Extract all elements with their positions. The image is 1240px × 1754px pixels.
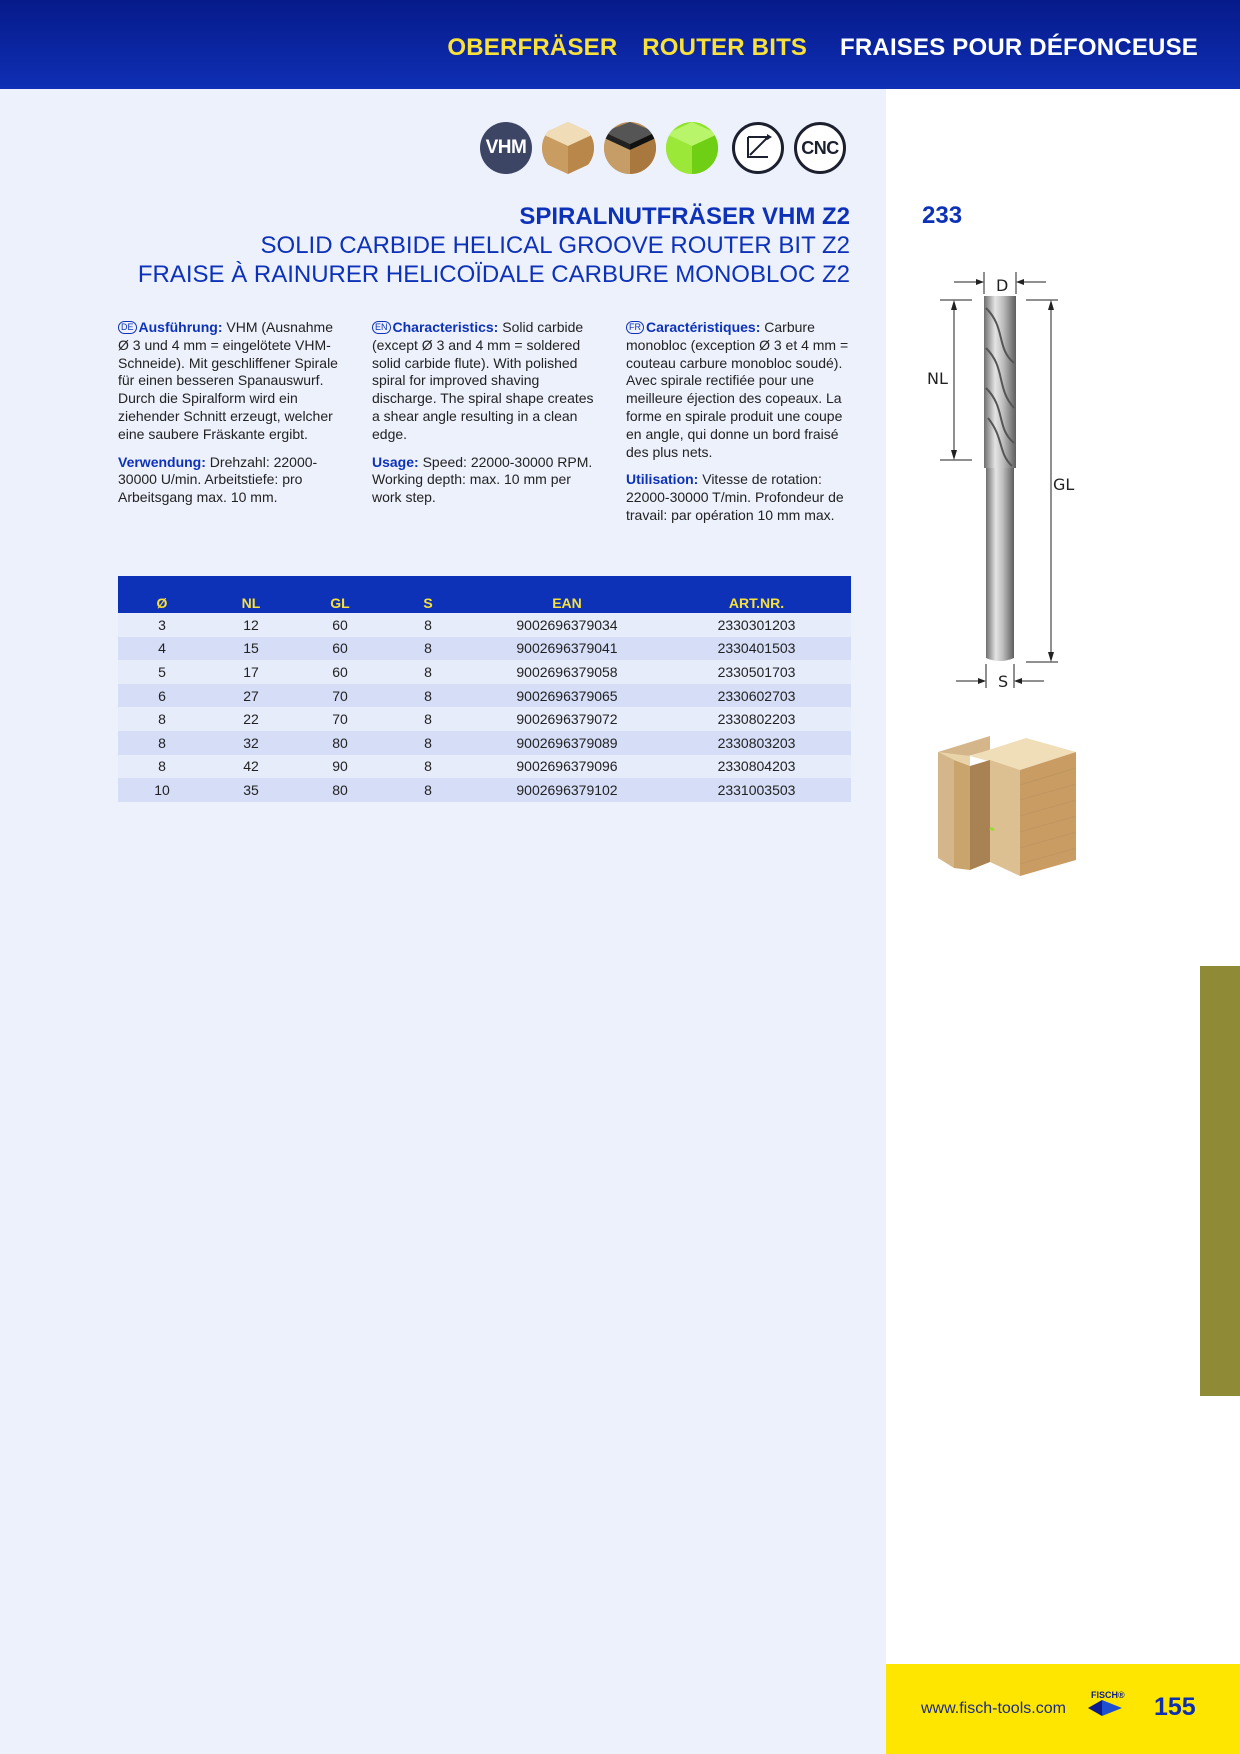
page-number: 155 xyxy=(1154,1693,1196,1721)
softwood-material-icon xyxy=(542,122,594,174)
characteristics-label-fr: Caractéristiques: xyxy=(646,319,761,335)
usage-label-fr: Utilisation: xyxy=(626,471,699,488)
cell-gl: 60 xyxy=(296,660,384,684)
cell-ean: 9002696379072 xyxy=(472,707,662,731)
cell-art-nr: 2330501703 xyxy=(662,660,851,684)
cell-nl: 27 xyxy=(206,684,296,708)
cell-nl: 15 xyxy=(206,637,296,661)
cell-ean: 9002696379034 xyxy=(472,613,662,637)
website-link[interactable]: www.fisch-tools.com xyxy=(921,1700,1066,1717)
usage-text-en: Speed: 22000-30000 RPM. Working depth: max. 10 mm per work step. xyxy=(372,453,593,506)
col-header-art-nr: ART.NR. xyxy=(662,576,851,613)
cell-diameter: 8 xyxy=(118,707,206,731)
cell-diameter: 10 xyxy=(118,778,206,802)
cell-art-nr: 2330301203 xyxy=(662,613,851,637)
characteristics-text-en: Solid carbide (except Ø 3 and 4 mm = soldered solid carbide flute). With polished spiral for improved shaving discharge. The spiral shape creates a shear angle resulting in a clean edge. xyxy=(372,319,594,442)
table-row xyxy=(118,613,851,637)
cell-gl: 70 xyxy=(296,707,384,731)
cell-nl: 12 xyxy=(206,613,296,637)
cell-s: 8 xyxy=(384,637,472,661)
cnc-badge-icon: CNC xyxy=(794,122,846,174)
cell-gl: 80 xyxy=(296,778,384,802)
table-row xyxy=(118,684,851,708)
dim-label-nl: NL xyxy=(927,369,948,388)
cell-diameter: 6 xyxy=(118,684,206,708)
cell-art-nr: 2330803203 xyxy=(662,731,851,755)
spec-table-header xyxy=(118,576,851,613)
cell-s: 8 xyxy=(384,613,472,637)
product-title-fr: FRAISE À RAINURER HELICOÏDALE CARBURE MONOBLOC Z2 xyxy=(137,261,850,288)
product-titles xyxy=(138,202,850,289)
section-tab xyxy=(1200,966,1240,1396)
description-en xyxy=(372,319,600,517)
page-header xyxy=(0,0,1240,89)
col-header-gl: GL xyxy=(296,576,384,613)
characteristics-label-en: Characteristics: xyxy=(392,319,499,335)
characteristics-text-de: VHM (Ausnahme Ø 3 und 4 mm = eingelötete VHM-Schneide). Mit geschliffener Spirale für einen besseren Spanauswurf. Durch die Spiralform wird ein ziehender Schnitt erzeugt, welcher eine saubere Fräskante ergibt. xyxy=(118,319,338,442)
cell-ean: 9002696379041 xyxy=(472,637,662,661)
cell-nl: 17 xyxy=(206,660,296,684)
col-header-ean: EAN xyxy=(472,576,662,613)
cell-art-nr: 2330602703 xyxy=(662,684,851,708)
cell-art-nr: 2330802203 xyxy=(662,707,851,731)
cell-art-nr: 2330401503 xyxy=(662,637,851,661)
table-row xyxy=(118,755,851,779)
spec-table xyxy=(118,576,851,802)
lang-badge-en: EN xyxy=(372,321,391,334)
col-header-diameter: Ø xyxy=(118,576,206,613)
cell-s: 8 xyxy=(384,755,472,779)
cell-ean: 9002696379096 xyxy=(472,755,662,779)
cell-s: 8 xyxy=(384,707,472,731)
cell-gl: 60 xyxy=(296,613,384,637)
dim-label-d: D xyxy=(996,276,1009,295)
header-title-en: ROUTER BITS xyxy=(642,34,808,61)
header-title-de: OBERFRÄSER xyxy=(447,34,618,61)
product-title-de: SPIRALNUTFRÄSER VHM Z2 xyxy=(519,203,850,230)
cell-nl: 22 xyxy=(206,707,296,731)
cell-nl: 35 xyxy=(206,778,296,802)
cell-s: 8 xyxy=(384,660,472,684)
description-de xyxy=(118,319,346,517)
cell-gl: 60 xyxy=(296,637,384,661)
col-header-s: S xyxy=(384,576,472,613)
fisch-logo-text: FISCH® xyxy=(1091,1690,1125,1700)
groove-sample-image xyxy=(930,730,1080,885)
cell-diameter: 4 xyxy=(118,637,206,661)
page-footer xyxy=(886,1664,1240,1754)
table-row xyxy=(118,778,851,802)
lang-badge-fr: FR xyxy=(626,321,644,334)
table-row xyxy=(118,731,851,755)
cell-ean: 9002696379102 xyxy=(472,778,662,802)
laminate-material-icon xyxy=(604,122,656,174)
cell-diameter: 8 xyxy=(118,755,206,779)
cell-ean: 9002696379089 xyxy=(472,731,662,755)
cell-s: 8 xyxy=(384,684,472,708)
cell-diameter: 8 xyxy=(118,731,206,755)
table-row xyxy=(118,637,851,661)
usage-text-de: Drehzahl: 22000-30000 U/min. Arbeitstiefe: pro Arbeitsgang max. 10 mm. xyxy=(118,453,318,506)
header-titles xyxy=(429,34,1198,62)
plastic-material-icon xyxy=(666,122,718,174)
cell-gl: 80 xyxy=(296,731,384,755)
dim-label-s: S xyxy=(998,672,1009,691)
description-fr xyxy=(626,319,854,535)
cell-diameter: 5 xyxy=(118,660,206,684)
cell-nl: 42 xyxy=(206,755,296,779)
characteristics-label-de: Ausführung: xyxy=(138,319,223,335)
usage-label-en: Usage: xyxy=(372,453,419,470)
cell-gl: 70 xyxy=(296,684,384,708)
cell-ean: 9002696379058 xyxy=(472,660,662,684)
vhm-badge-icon: VHM xyxy=(480,122,532,174)
cell-ean: 9002696379065 xyxy=(472,684,662,708)
product-title-en: SOLID CARBIDE HELICAL GROOVE ROUTER BIT Z2 xyxy=(260,232,850,259)
cell-nl: 32 xyxy=(206,731,296,755)
col-header-nl: NL xyxy=(206,576,296,613)
table-row xyxy=(118,660,851,684)
cell-art-nr: 2330804203 xyxy=(662,755,851,779)
cell-gl: 90 xyxy=(296,755,384,779)
usage-text-fr: Vitesse de rotation: 22000-30000 T/min. Profondeur de travail: par opération 10 mm max. xyxy=(626,471,844,523)
lang-badge-de: DE xyxy=(118,321,137,334)
article-group-number: 233 xyxy=(922,202,963,229)
fisch-logo xyxy=(1088,1690,1125,1723)
usage-label-de: Verwendung: xyxy=(118,453,206,470)
table-row xyxy=(118,707,851,731)
router-bit-drawing xyxy=(926,268,1076,703)
plunge-direction-icon xyxy=(732,122,784,174)
dim-label-gl: GL xyxy=(1053,475,1075,494)
cell-s: 8 xyxy=(384,778,472,802)
cell-s: 8 xyxy=(384,731,472,755)
cell-art-nr: 2331003503 xyxy=(662,778,851,802)
characteristics-text-fr: Carbure monobloc (exception Ø 3 et 4 mm = couteau carbure monobloc soudé). Avec spirale rectifiée pour une meilleure éjection des copeaux. La forme en spirale produit une coupe en angle, qui donne un bord fraisé des plus nets. xyxy=(626,319,849,460)
header-title-fr: FRAISES POUR DÉFONCEUSE xyxy=(840,34,1198,61)
cell-diameter: 3 xyxy=(118,613,206,637)
